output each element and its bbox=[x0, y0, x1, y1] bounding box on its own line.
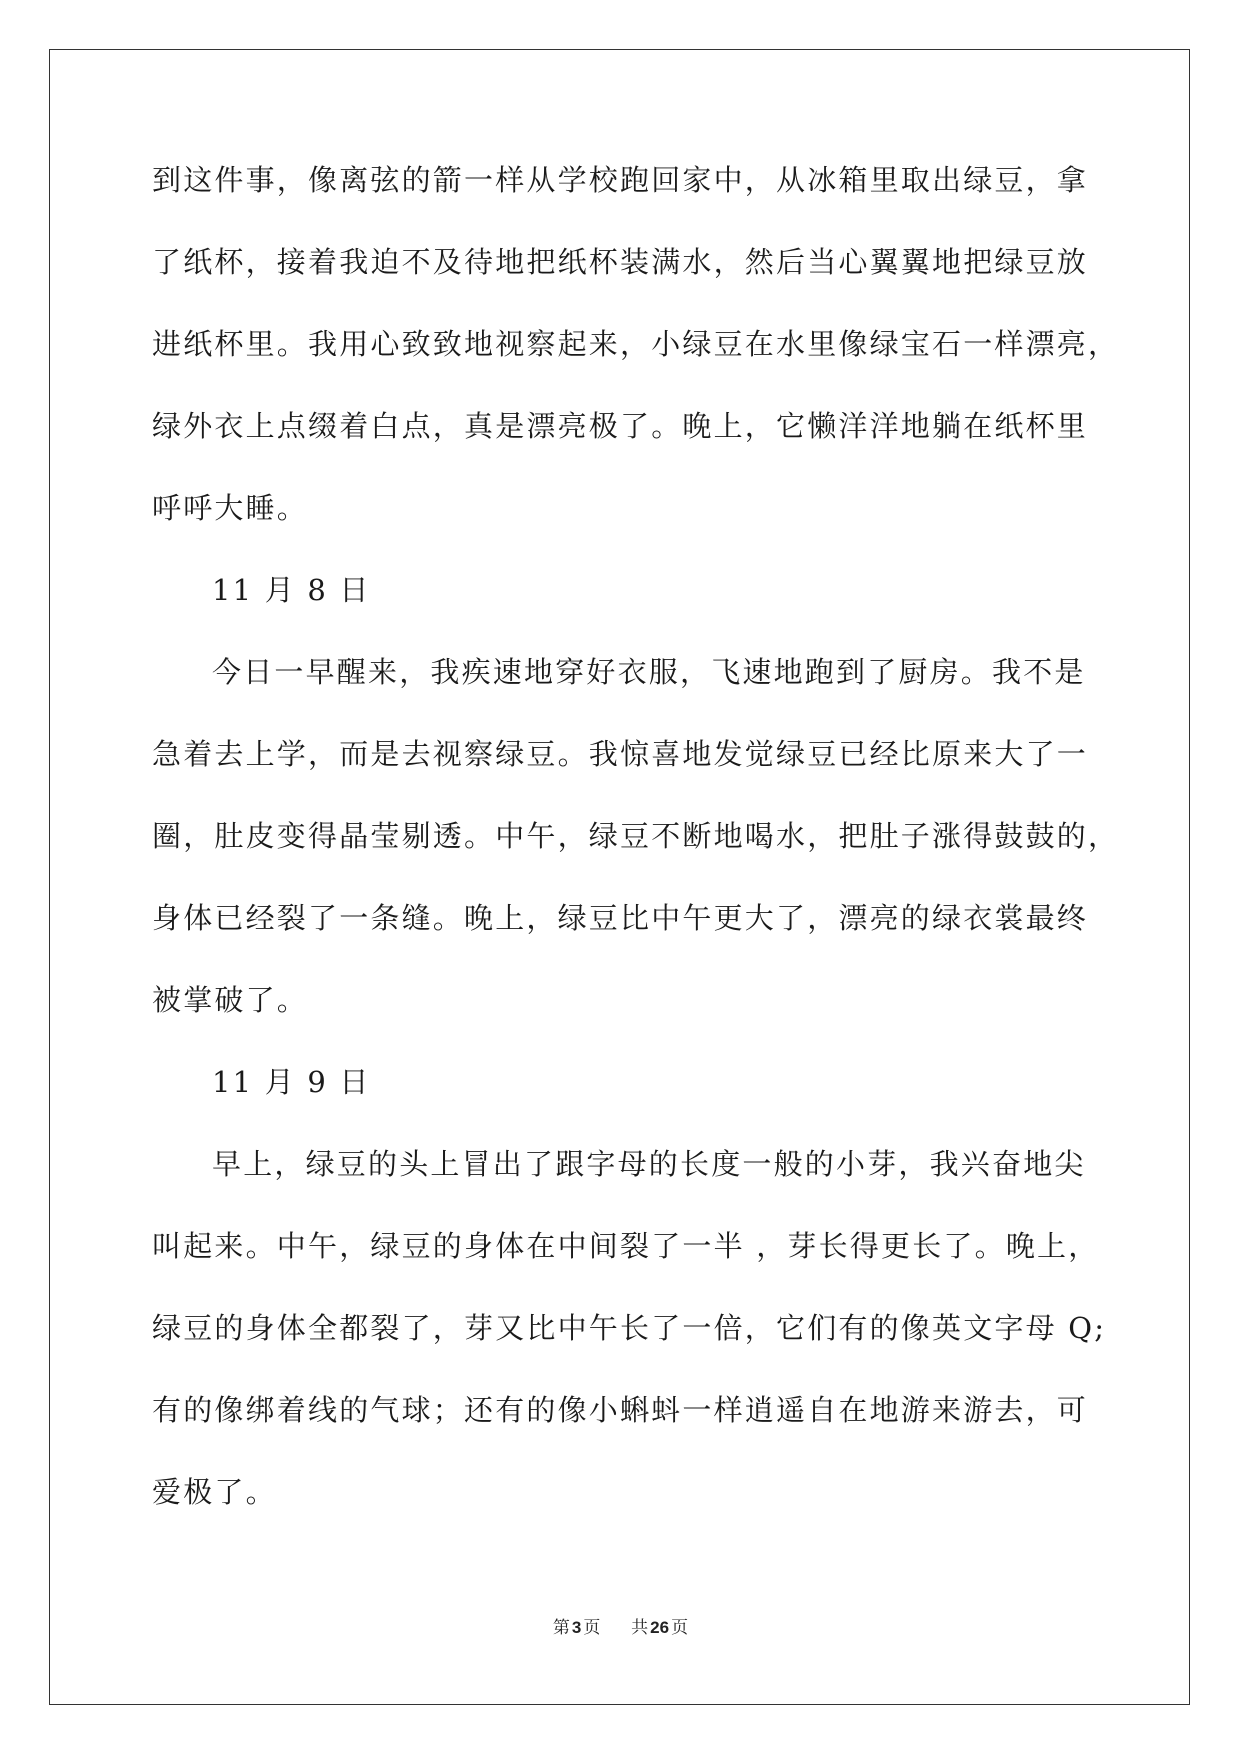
total-page-count: 26 bbox=[650, 1618, 670, 1637]
text-line: 身体已经裂了一条缝。晚上，绿豆比中午更大了，漂亮的绿衣裳最终 bbox=[152, 901, 1089, 935]
page-number-label bbox=[553, 1618, 606, 1638]
text-line: 了纸杯，接着我迫不及待地把纸杯装满水，然后当心翼翼地把绿豆放 bbox=[152, 245, 1089, 279]
total-prefix: 共 bbox=[631, 1618, 649, 1638]
text-line: 绿豆的身体全都裂了，芽又比中午长了一倍，它们有的像英文字母 Q; bbox=[152, 1311, 1107, 1345]
date-heading: 11 月 9 日 bbox=[212, 1065, 371, 1099]
page-prefix: 第 bbox=[552, 1618, 570, 1638]
document-body bbox=[152, 160, 1120, 1554]
text-line: 进纸杯里。我用心致致地视察起来，小绿豆在水里像绿宝石一样漂亮， bbox=[152, 327, 1120, 361]
text-line: 叫起来。中午，绿豆的身体在中间裂了一半 ，芽长得更长了。晚上， bbox=[152, 1229, 1100, 1263]
page-footer bbox=[0, 1616, 1241, 1640]
page-suffix: 页 bbox=[583, 1618, 601, 1638]
text-line: 今日一早醒来，我疾速地穿好衣服，飞速地跑到了厨房。我不是 bbox=[212, 655, 1086, 689]
text-line: 早上，绿豆的头上冒出了跟字母的长度一般的小芽，我兴奋地尖 bbox=[212, 1147, 1086, 1181]
total-suffix: 页 bbox=[671, 1618, 689, 1638]
text-line: 有的像绑着线的气球；还有的像小蝌蚪一样逍遥自在地游来游去，可 bbox=[152, 1393, 1089, 1427]
text-line: 被掌破了。 bbox=[152, 983, 309, 1017]
text-line: 绿外衣上点缀着白点，真是漂亮极了。晚上，它懒洋洋地躺在纸杯里 bbox=[152, 409, 1089, 443]
date-heading: 11 月 8 日 bbox=[212, 573, 371, 607]
page-total-label bbox=[631, 1618, 688, 1638]
text-line: 到这件事，像离弦的箭一样从学校跑回家中，从冰箱里取出绿豆，拿 bbox=[152, 163, 1089, 197]
text-line: 爱极了。 bbox=[152, 1475, 277, 1509]
current-page-number: 3 bbox=[571, 1618, 582, 1637]
text-line: 呼呼大睡。 bbox=[152, 491, 309, 525]
text-line: 急着去上学，而是去视察绿豆。我惊喜地发觉绿豆已经比原来大了一 bbox=[152, 737, 1089, 771]
text-line: 圈，肚皮变得晶莹剔透。中午，绿豆不断地喝水，把肚子涨得鼓鼓的， bbox=[152, 819, 1120, 853]
